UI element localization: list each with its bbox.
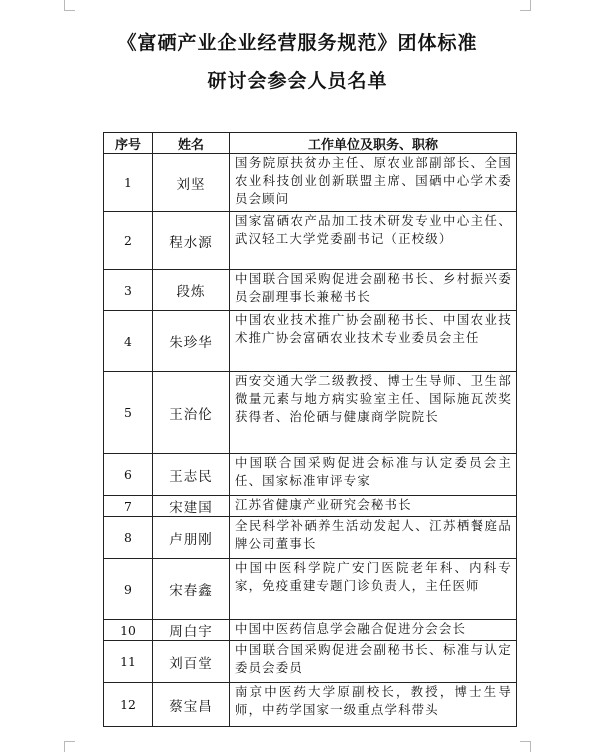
attendee-table <box>103 132 517 727</box>
attendee-name: 宋建国 <box>153 496 230 517</box>
row-number: 8 <box>104 517 153 559</box>
row-number: 1 <box>104 154 153 212</box>
attendee-name: 刘坚 <box>153 154 230 212</box>
attendee-affiliation: 国务院原扶贫办主任、原农业部副部长、全国农业科技创业创新联盟主席、国硒中心学术委员会顾问 <box>230 154 517 212</box>
attendee-affiliation: 中国联合国采购促进会副秘书长、乡村振兴委员会副理事长兼秘书长 <box>230 270 517 311</box>
attendee-name: 蔡宝昌 <box>153 683 230 727</box>
document-subtitle: 研讨会参会人员名单 <box>207 70 388 92</box>
row-number: 3 <box>104 270 153 311</box>
attendee-affiliation: 全民科学补硒养生活动发起人、江苏栖餐庭品牌公司董事长 <box>230 517 517 559</box>
attendee-affiliation: 西安交通大学二级教授、博士生导师、卫生部微量元素与地方病实验室主任、国际施瓦茨奖获得者、治伦硒与健康商学院院长 <box>230 372 517 454</box>
table-row <box>104 372 517 454</box>
table-header-row <box>104 133 517 154</box>
table-row <box>104 496 517 517</box>
attendee-name: 周白宇 <box>153 620 230 641</box>
document-title: 《富硒产业企业经营服务规范》团体标准 <box>117 32 478 54</box>
row-number: 9 <box>104 559 153 620</box>
attendee-affiliation: 中国农业技术推广协会副秘书长、中国农业技术推广协会富硒农业技术专业委员会主任 <box>230 311 517 372</box>
attendee-name: 王治伦 <box>153 372 230 454</box>
table-row <box>104 559 517 620</box>
attendee-affiliation: 中国中医科学院广安门医院老年科、内科专家，免疫重建专题门诊负责人，主任医师 <box>230 559 517 620</box>
attendee-affiliation: 国家富硒农产品加工技术研发专业中心主任、武汉轻工大学党委副书记（正校级） <box>230 212 517 270</box>
table-row <box>104 212 517 270</box>
attendee-name: 程水源 <box>153 212 230 270</box>
row-number: 5 <box>104 372 153 454</box>
attendee-name: 朱珍华 <box>153 311 230 372</box>
row-number: 12 <box>104 683 153 727</box>
header-name: 姓名 <box>153 133 230 154</box>
row-number: 11 <box>104 641 153 683</box>
table-row <box>104 620 517 641</box>
page-corner-mark-bottom-left <box>64 741 75 752</box>
attendee-affiliation: 中国中医药信息学会融合促进分会会长 <box>230 620 517 641</box>
table-row <box>104 454 517 496</box>
row-number: 10 <box>104 620 153 641</box>
page-corner-mark-top-left <box>64 0 75 11</box>
attendee-name: 卢朋刚 <box>153 517 230 559</box>
row-number: 6 <box>104 454 153 496</box>
attendee-name: 宋春鑫 <box>153 559 230 620</box>
attendee-affiliation: 南京中医药大学原副校长，教授，博士生导师，中药学国家一级重点学科带头 <box>230 683 517 727</box>
row-number: 2 <box>104 212 153 270</box>
attendee-name: 王志民 <box>153 454 230 496</box>
page-corner-mark-bottom-right <box>520 741 531 752</box>
attendee-affiliation: 中国联合国采购促进会标准与认定委员会主任、国家标准审评专家 <box>230 454 517 496</box>
table-row <box>104 683 517 727</box>
row-number: 7 <box>104 496 153 517</box>
table-row <box>104 311 517 372</box>
table-row <box>104 270 517 311</box>
table-row <box>104 154 517 212</box>
page-corner-mark-top-right <box>520 0 531 11</box>
header-org: 工作单位及职务、职称 <box>230 133 517 154</box>
attendee-affiliation: 中国联合国采购促进会副秘书长、标准与认定委员会委员 <box>230 641 517 683</box>
header-no: 序号 <box>104 133 153 154</box>
attendee-affiliation: 江苏省健康产业研究会秘书长 <box>230 496 517 517</box>
table-row <box>104 641 517 683</box>
row-number: 4 <box>104 311 153 372</box>
attendee-name: 刘百堂 <box>153 641 230 683</box>
table-row <box>104 517 517 559</box>
attendee-name: 段炼 <box>153 270 230 311</box>
